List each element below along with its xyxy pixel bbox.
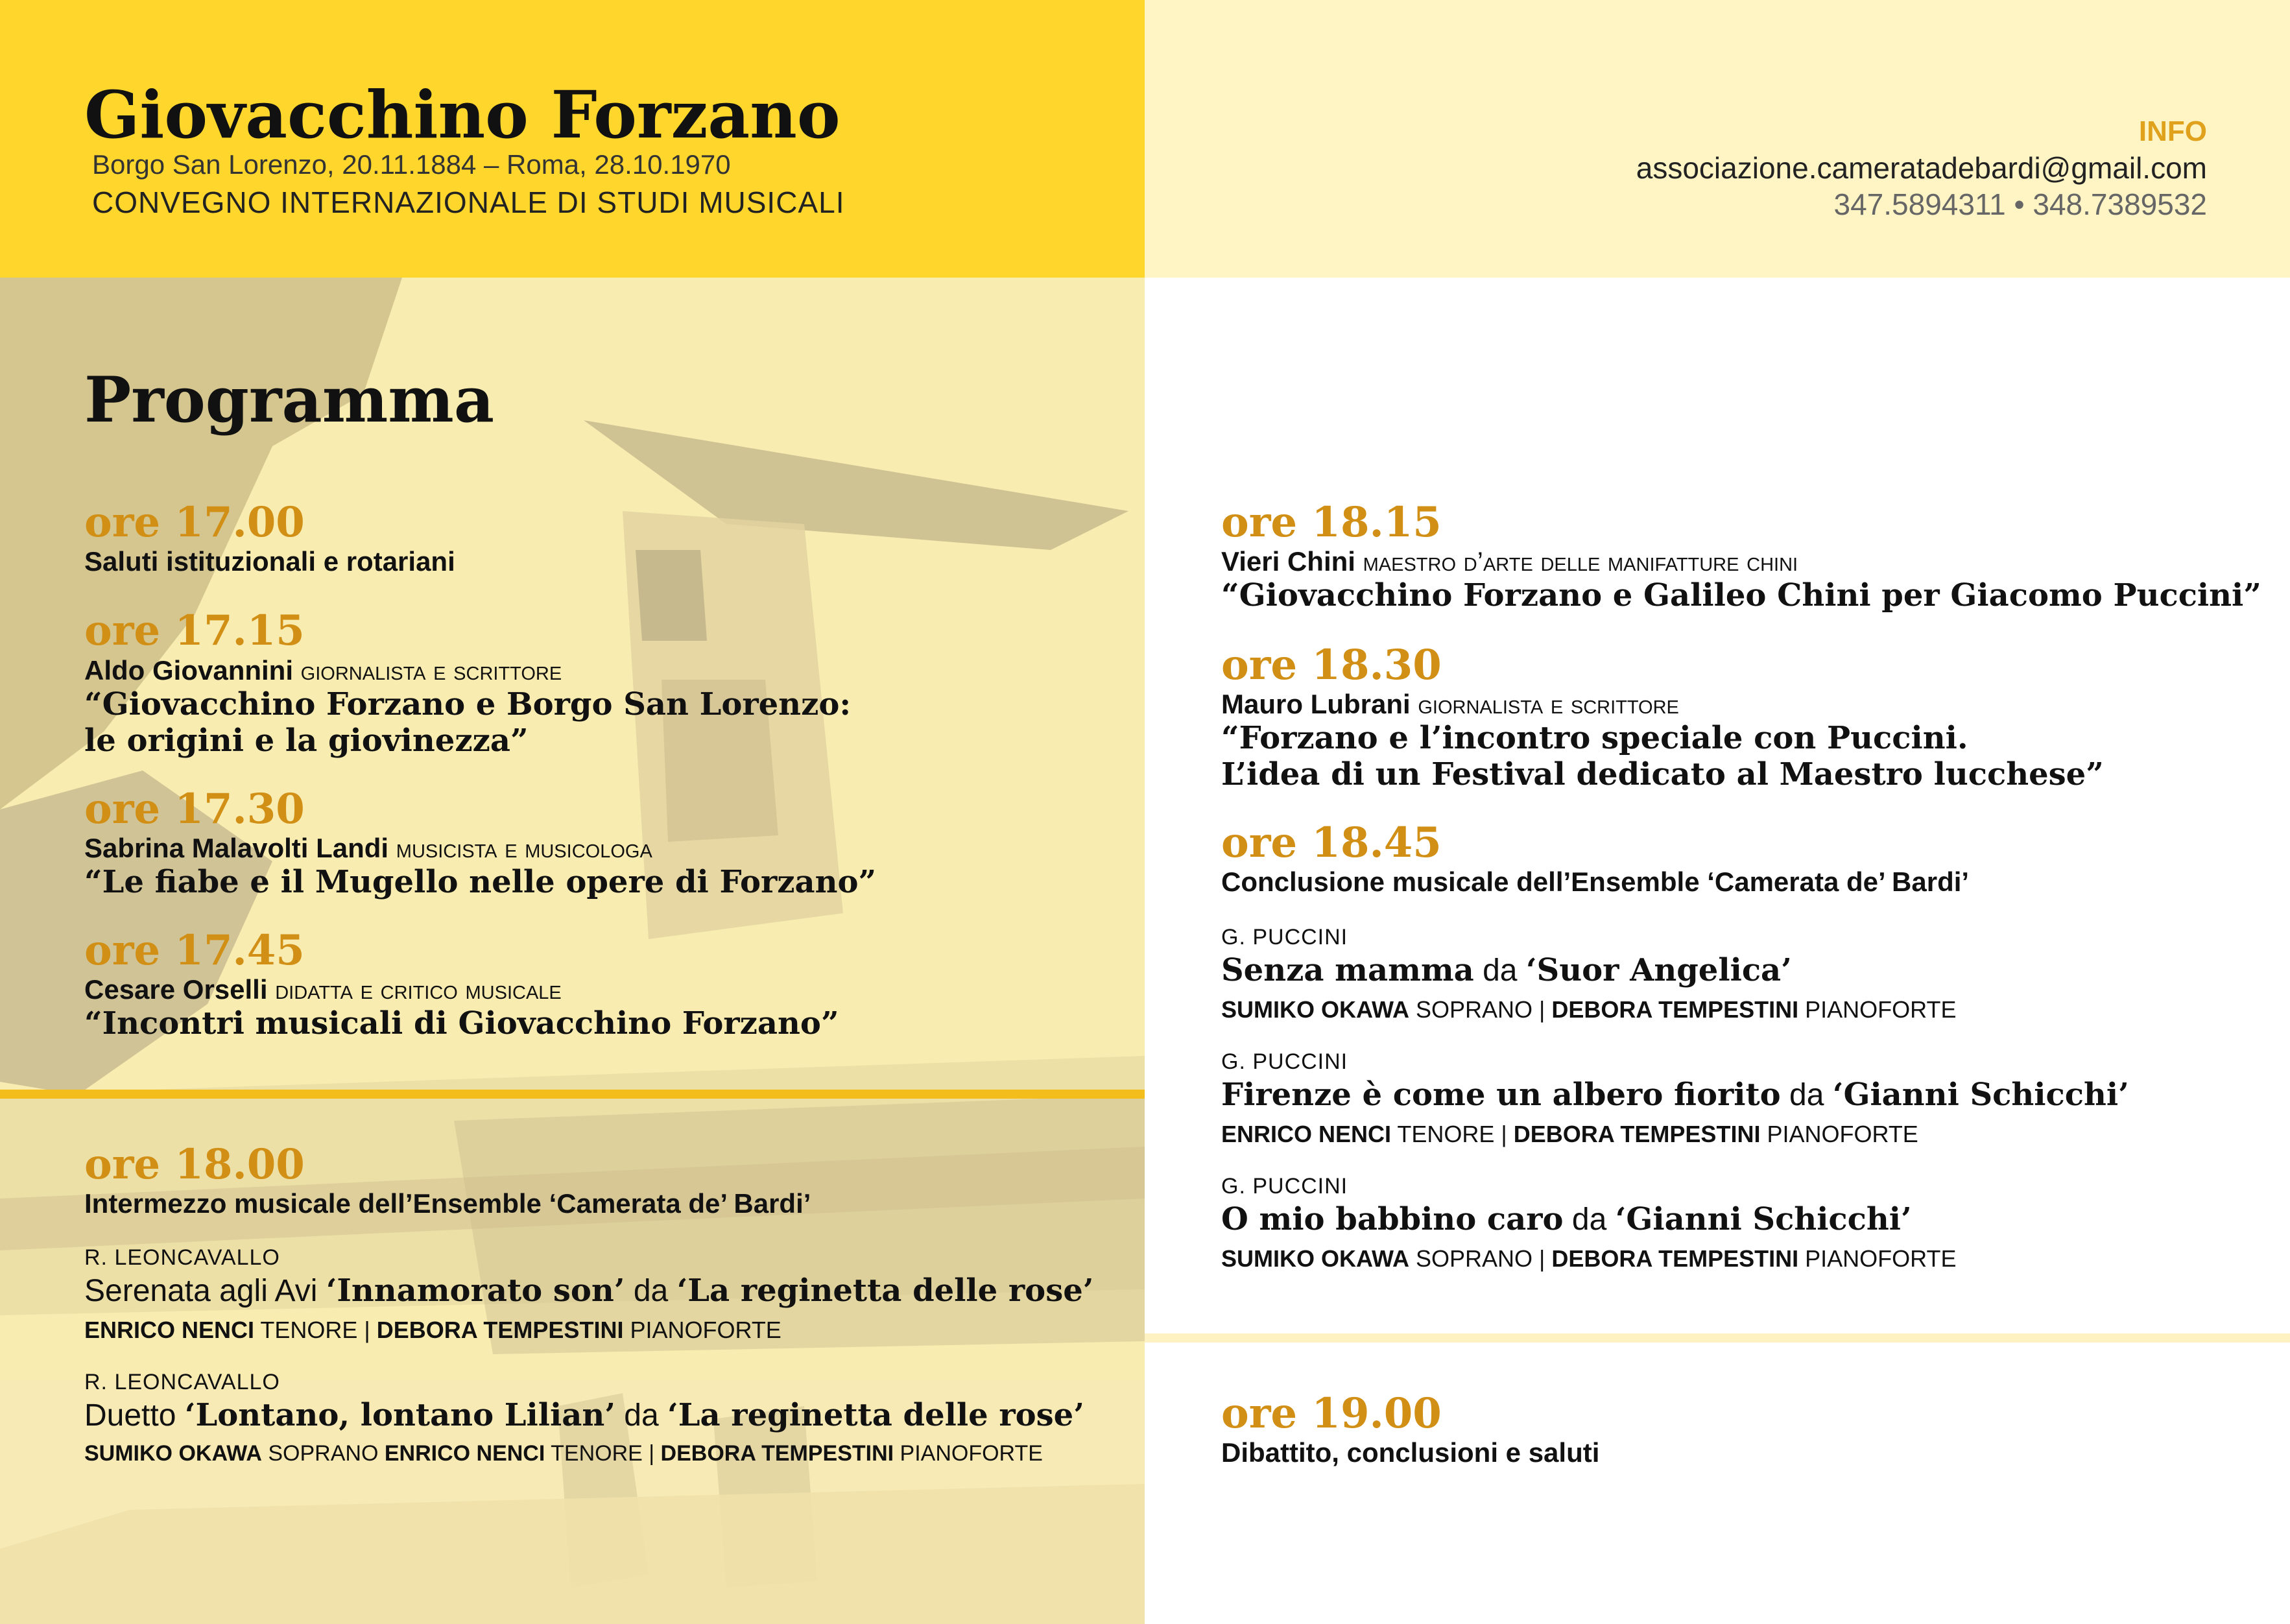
speaker-line: [84, 974, 562, 1005]
performer-name: ENRICO NENCI: [84, 1317, 255, 1343]
composer: G. PUCCINI: [1221, 925, 1348, 949]
piece-work: Firenze è come un albero fiorito: [1221, 1077, 1781, 1113]
time-1845: ore 18.45: [1221, 818, 1442, 867]
performer-role: SOPRANO |: [1409, 1245, 1552, 1272]
performers-line: [1221, 996, 1957, 1023]
performers-line: [84, 1317, 781, 1344]
piece-line: [1221, 952, 1792, 988]
piece-line: [1221, 1201, 1912, 1237]
piece-opera: ‘La reginetta delle rose’: [676, 1272, 1094, 1309]
piece-work: O mio babbino caro: [1221, 1201, 1564, 1237]
talk-title: “Incontri musicali di Giovacchino Forzano”: [84, 1005, 839, 1042]
dates-line: Borgo San Lorenzo, 20.11.1884 – Roma, 28.10.1970: [92, 149, 731, 180]
piece-da: da: [615, 1398, 668, 1433]
speaker-role: giornalista e scrittore: [300, 655, 562, 686]
speaker-line: [1221, 689, 1679, 720]
phone-numbers: 347.5894311 • 348.7389532: [1833, 187, 2207, 221]
programma-heading: Programma: [84, 363, 495, 436]
speaker-line: [84, 655, 562, 686]
composer: G. PUCCINI: [1221, 1174, 1348, 1199]
performer-role: TENORE |: [1391, 1121, 1514, 1147]
piece-opera: ‘La reginetta delle rose’: [667, 1397, 1084, 1433]
performer-role: TENORE |: [254, 1317, 377, 1343]
speaker-line: [1221, 546, 1798, 577]
composer: R. LEONCAVALLO: [84, 1370, 280, 1394]
performer-role: PIANOFORTE: [1798, 1245, 1957, 1272]
section-divider-right: [1145, 1333, 2290, 1343]
time-1730: ore 17.30: [84, 785, 305, 833]
time-1900: ore 19.00: [1221, 1389, 1442, 1438]
performer-name: SUMIKO OKAWA: [1221, 1245, 1410, 1272]
session-title: Dibattito, conclusioni e saluti: [1221, 1437, 1600, 1468]
piece-opera: ‘Suor Angelica’: [1525, 952, 1792, 988]
performers-line: [1221, 1245, 1957, 1272]
email-link[interactable]: associazione.cameratadebardi@gmail.com: [1636, 151, 2207, 185]
piece-line: [84, 1272, 1093, 1309]
event-title: Giovacchino Forzano: [84, 77, 841, 153]
performer-name: DEBORA TEMPESTINI: [660, 1441, 894, 1466]
speaker-line: [84, 833, 652, 864]
speaker-role: didatta e critico musicale: [275, 974, 562, 1005]
session-title: Intermezzo musicale dell’Ensemble ‘Camerata de’ Bardi’: [84, 1188, 811, 1219]
performer-name: DEBORA TEMPESTINI: [1551, 996, 1799, 1023]
time-1815: ore 18.15: [1221, 498, 1442, 547]
talk-title: “Giovacchino Forzano e Galileo Chini per Giacomo Puccini”: [1221, 577, 2261, 614]
piece-da: da: [1780, 1078, 1833, 1112]
performer-name: DEBORA TEMPESTINI: [376, 1317, 624, 1343]
performer-name: DEBORA TEMPESTINI: [1513, 1121, 1761, 1147]
performers-line: [84, 1441, 1043, 1466]
performer-name: SUMIKO OKAWA: [1221, 996, 1410, 1023]
info-band: [1145, 0, 2290, 278]
piece-work: ‘Lontano, lontano Lilian’: [184, 1397, 615, 1433]
time-1715: ore 17.15: [84, 606, 305, 655]
performer-role: PIANOFORTE: [894, 1441, 1043, 1466]
speaker-role: musicista e musicologa: [396, 833, 652, 863]
speaker-name: Sabrina Malavolti Landi: [84, 833, 389, 863]
piece-line: [1221, 1077, 2129, 1113]
performers-line: [1221, 1121, 1918, 1148]
time-1700: ore 17.00: [84, 498, 305, 547]
performer-role: PIANOFORTE: [1798, 996, 1957, 1023]
composer: G. PUCCINI: [1221, 1049, 1348, 1074]
speaker-role: giornalista e scrittore: [1418, 689, 1679, 719]
performer-name: ENRICO NENCI: [1221, 1121, 1392, 1147]
piece-prefix: Duetto: [84, 1398, 185, 1433]
time-1830: ore 18.30: [1221, 641, 1442, 689]
piece-da: da: [1473, 953, 1526, 988]
session-title: Saluti istituzionali e rotariani: [84, 546, 455, 577]
time-1745: ore 17.45: [84, 926, 305, 975]
time-1800: ore 18.00: [84, 1140, 305, 1189]
session-title: Conclusione musicale dell’Ensemble ‘Camerata de’ Bardi’: [1221, 866, 1970, 897]
speaker-role: maestro d’arte delle manifatture chini: [1363, 546, 1798, 577]
talk-title-line1: “Forzano e l’incontro speciale con Puccini.: [1221, 720, 1968, 756]
piece-line: [84, 1397, 1084, 1433]
piece-opera: ‘Gianni Schicchi’: [1615, 1201, 1912, 1237]
piece-opera: ‘Gianni Schicchi’: [1832, 1077, 2129, 1113]
composer: R. LEONCAVALLO: [84, 1245, 280, 1270]
piece-da: da: [1563, 1202, 1616, 1237]
performer-role: PIANOFORTE: [1760, 1121, 1918, 1147]
speaker-name: Vieri Chini: [1221, 546, 1355, 577]
section-divider: [0, 1090, 1145, 1099]
piece-work: Senza mamma: [1221, 952, 1474, 988]
speaker-name: Mauro Lubrani: [1221, 689, 1411, 719]
performer-name: SUMIKO OKAWA: [84, 1441, 262, 1466]
talk-title-line1: “Giovacchino Forzano e Borgo San Lorenzo:: [84, 686, 852, 722]
talk-title-line2: le origini e la giovinezza”: [84, 722, 529, 759]
piece-work: ‘Innamorato son’: [326, 1272, 625, 1309]
event-subtitle: CONVEGNO INTERNAZIONALE DI STUDI MUSICALI: [92, 185, 845, 219]
performer-name: ENRICO NENCI: [384, 1441, 545, 1466]
performer-name: DEBORA TEMPESTINI: [1551, 1245, 1799, 1272]
piece-da: da: [625, 1274, 677, 1308]
talk-title: “Le fiabe e il Mugello nelle opere di Forzano”: [84, 864, 877, 900]
performer-role: SOPRANO: [261, 1441, 385, 1466]
info-label: INFO: [2138, 115, 2207, 147]
performer-role: SOPRANO |: [1409, 996, 1552, 1023]
speaker-name: Aldo Giovannini: [84, 655, 293, 686]
performer-role: PIANOFORTE: [623, 1317, 781, 1343]
performer-role: TENORE |: [545, 1441, 661, 1466]
talk-title-line2: L’idea di un Festival dedicato al Maestro lucchese”: [1221, 756, 2104, 793]
speaker-name: Cesare Orselli: [84, 974, 268, 1005]
piece-prefix: Serenata agli Avi: [84, 1274, 326, 1308]
